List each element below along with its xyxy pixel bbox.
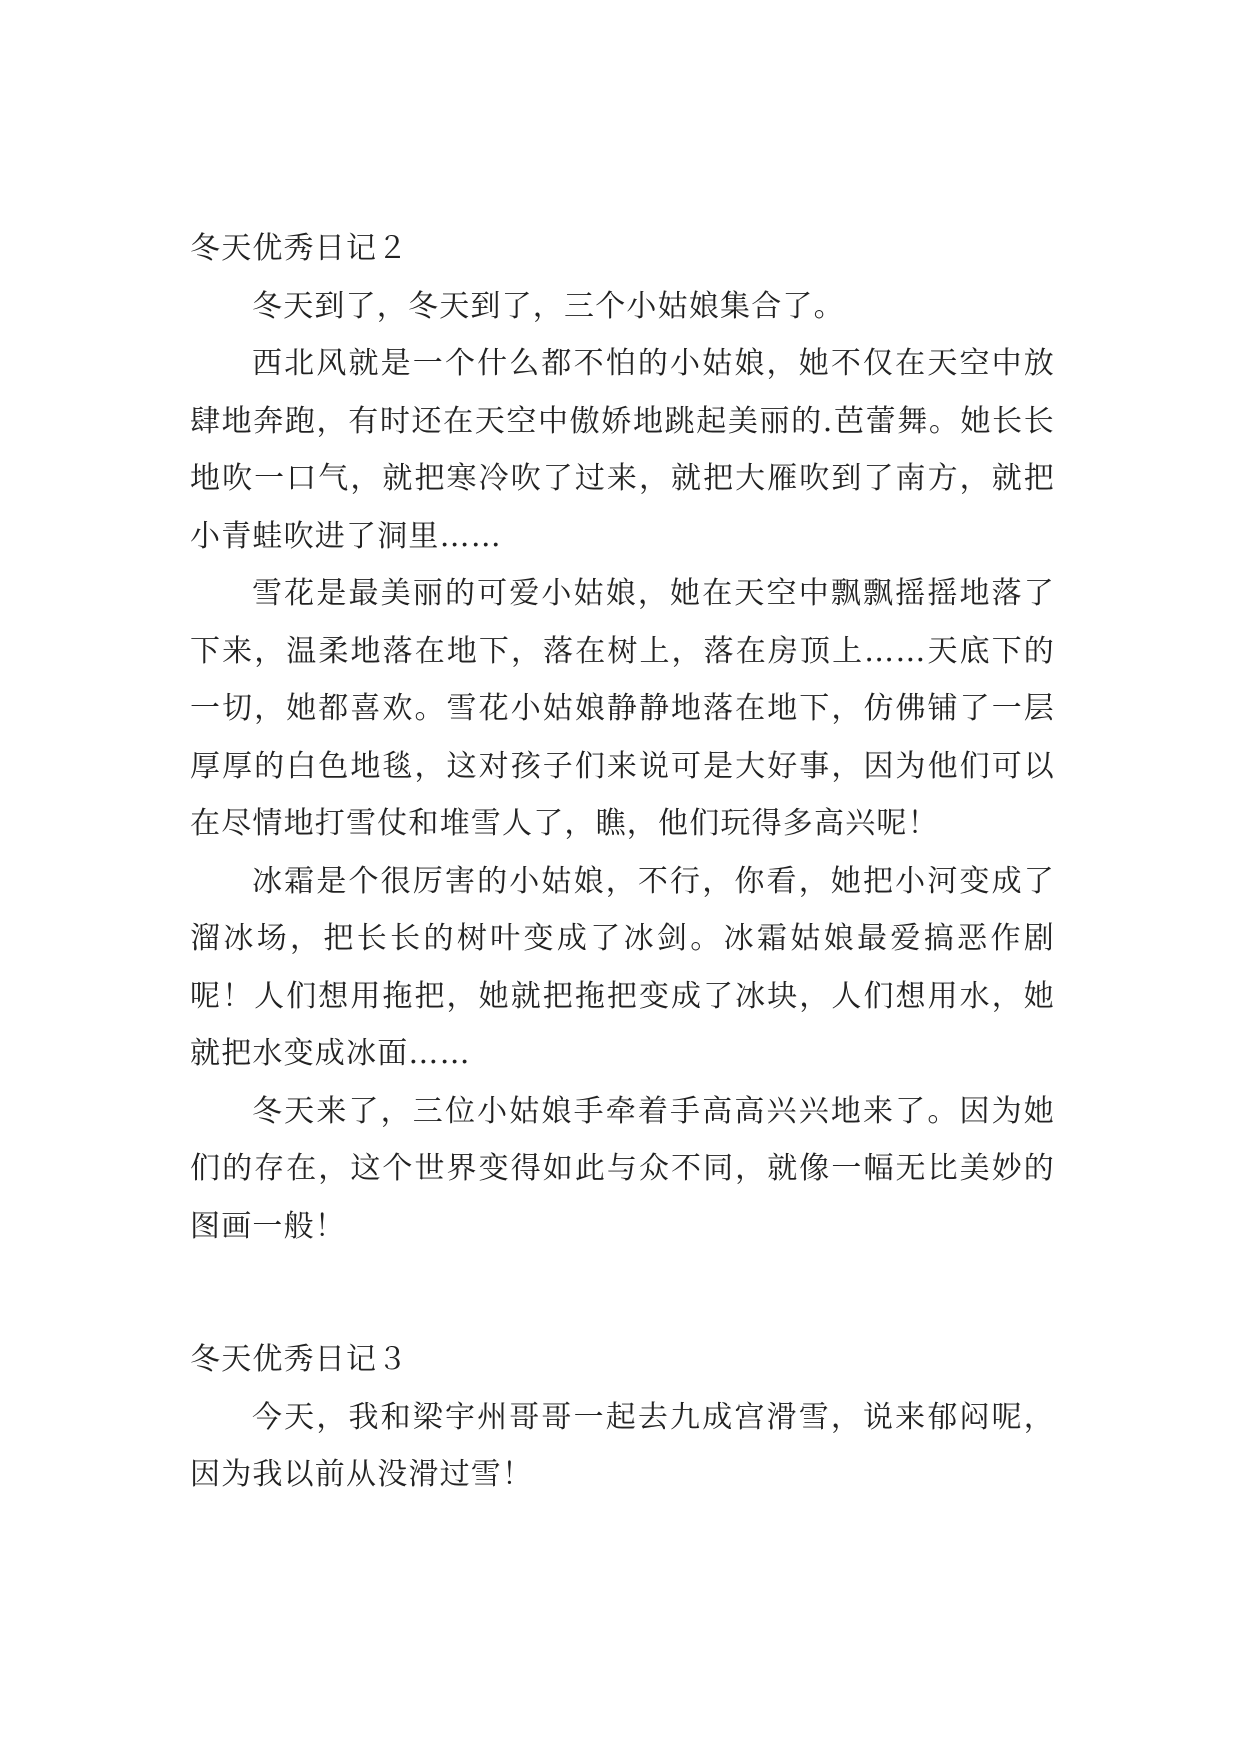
- paragraph: 西北风就是一个什么都不怕的小姑娘，她不仅在天空中放肆地奔跑，有时还在天空中傲娇地跳起美丽的.芭蕾舞。她长长地吹一口气，就把寒冷吹了过来，就把大雁吹到了南方，就把小青蛙吹进了洞里……: [190, 346, 1055, 554]
- section-title: 冬天优秀日记３: [190, 1342, 409, 1377]
- diary-section-2: [190, 220, 1055, 1255]
- paragraph: 雪花是最美丽的可爱小姑娘，她在天空中飘飘摇摇地落了下来，温柔地落在地下，落在树上，落在房顶上……天底下的一切，她都喜欢。雪花小姑娘静静地落在地下，仿佛铺了一层厚厚的白色地毯，这对孩子们来说可是大好事，因为他们可以在尽情地打雪仗和堆雪人了，瞧，他们玩得多高兴呢！: [190, 576, 1055, 841]
- paragraph: 今天，我和梁宇州哥哥一起去九成宫滑雪，说来郁闷呢，因为我以前从没滑过雪！: [190, 1399, 1055, 1492]
- paragraph: 冬天来了，三位小姑娘手牵着手高高兴兴地来了。因为她们的存在，这个世界变得如此与众不同，就像一幅无比美妙的图画一般！: [190, 1093, 1055, 1244]
- section-spacer: [190, 1255, 1055, 1331]
- section-title: 冬天优秀日记２: [190, 231, 409, 266]
- paragraph: 冰霜是个很厉害的小姑娘，不行，你看，她把小河变成了溜冰场，把长长的树叶变成了冰剑。冰霜姑娘最爱搞恶作剧呢！人们想用拖把，她就把拖把变成了冰块，人们想用水，她就把水变成冰面……: [190, 863, 1055, 1071]
- document-body: [190, 220, 1055, 1504]
- paragraph: 冬天到了，冬天到了，三个小姑娘集合了。: [252, 288, 845, 324]
- diary-section-3: [190, 1331, 1055, 1504]
